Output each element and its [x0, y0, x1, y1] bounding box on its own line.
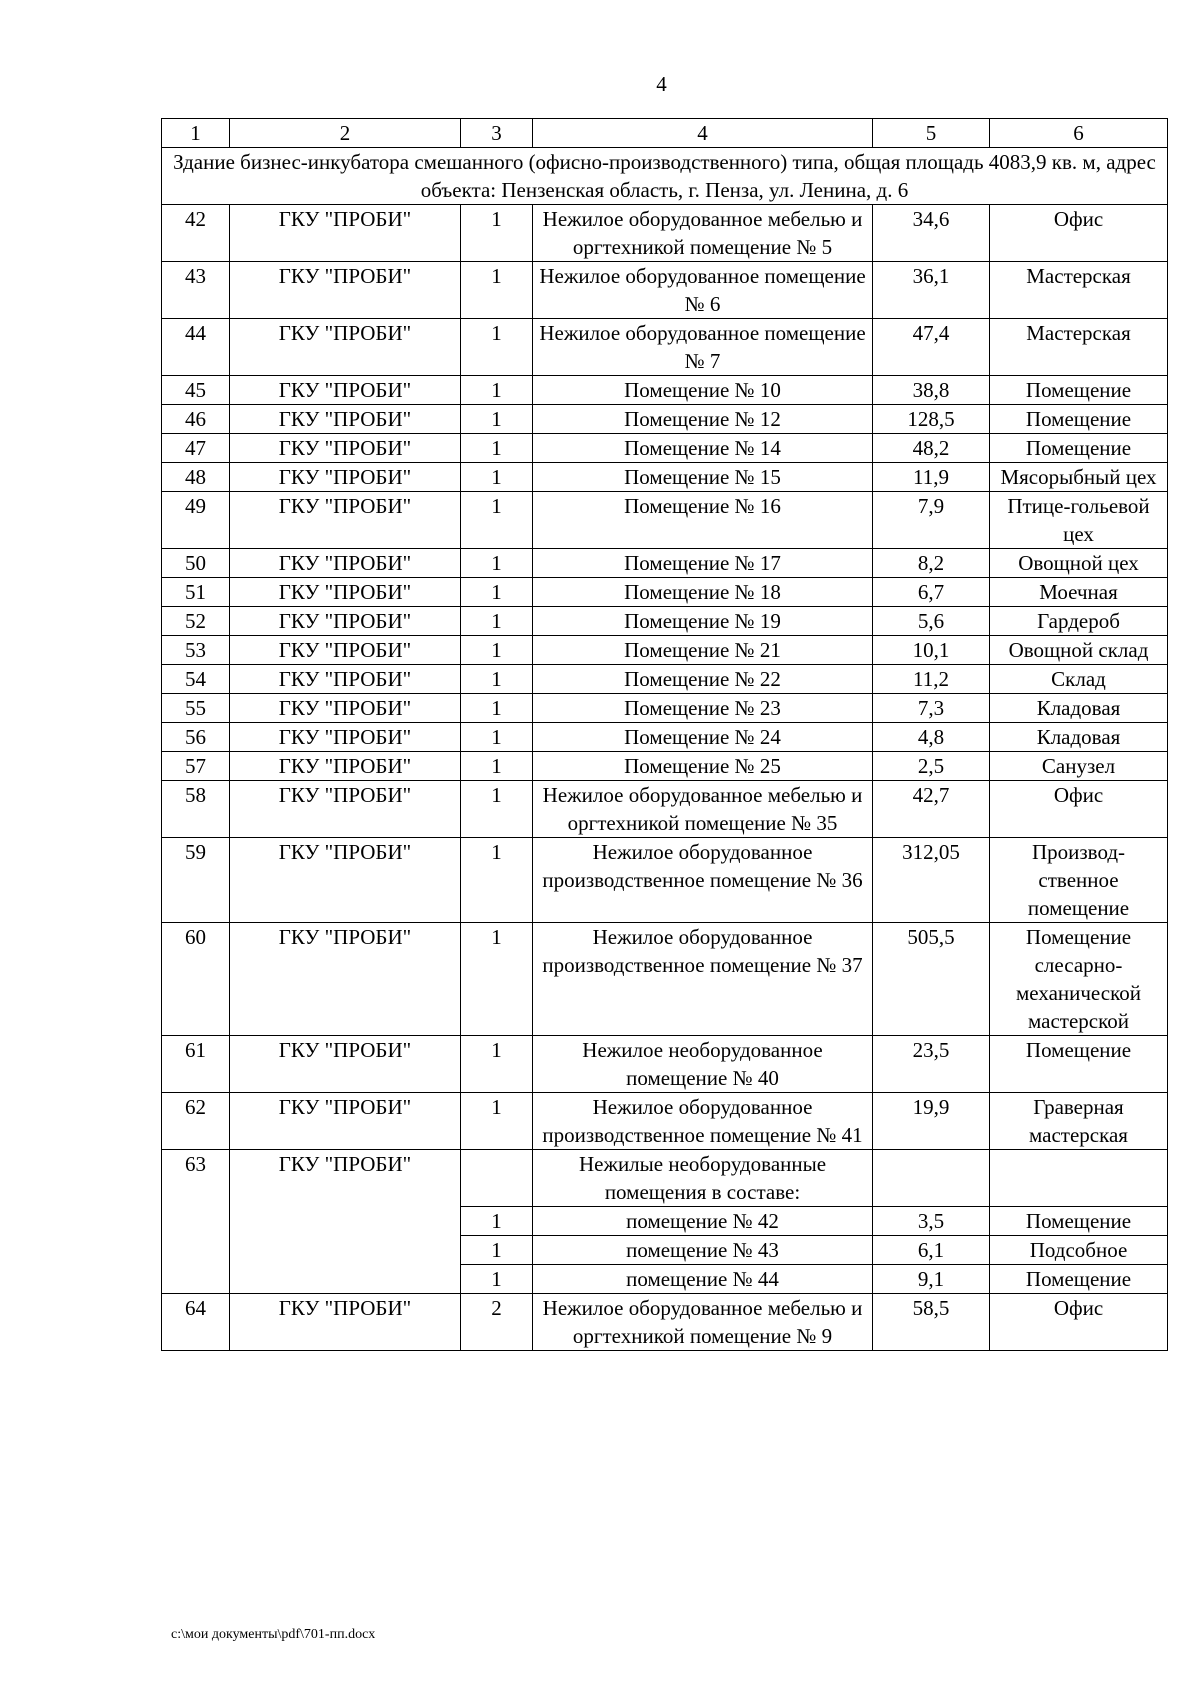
row-number: 64 [162, 1294, 230, 1351]
room-name-cell: Нежилое оборудованное помещение № 7 [533, 319, 873, 376]
purpose-cell: Мясорыбный цех [990, 463, 1168, 492]
area-cell: 128,5 [873, 405, 990, 434]
holder-cell: ГКУ "ПРОБИ" [230, 838, 461, 923]
row-number: 42 [162, 205, 230, 262]
purpose-cell: Помещение [990, 405, 1168, 434]
area-cell: 9,1 [873, 1265, 990, 1294]
floor-cell: 2 [461, 1294, 533, 1351]
holder-cell: ГКУ "ПРОБИ" [230, 463, 461, 492]
area-cell [873, 1150, 990, 1207]
area-cell: 38,8 [873, 376, 990, 405]
purpose-cell: Мастерская [990, 262, 1168, 319]
section-title: Здание бизнес-инкубатора смешанного (офисно-производственного) типа, общая площадь 4083,9 кв. м, адрес объекта: Пензенская область, г. Пенза, ул. Ленина, д. 6 [162, 148, 1168, 205]
holder-cell: ГКУ "ПРОБИ" [230, 1150, 461, 1294]
floor-cell: 1 [461, 549, 533, 578]
area-cell: 47,4 [873, 319, 990, 376]
floor-cell: 1 [461, 694, 533, 723]
header-cell: 4 [533, 119, 873, 148]
area-cell: 11,2 [873, 665, 990, 694]
area-cell: 36,1 [873, 262, 990, 319]
row-number: 56 [162, 723, 230, 752]
purpose-cell: Склад [990, 665, 1168, 694]
footer-file-path: c:\мои документы\pdf\701-пп.docx [171, 1627, 376, 1642]
purpose-cell: Птице-гольевой цех [990, 492, 1168, 549]
row-number: 55 [162, 694, 230, 723]
row-number: 51 [162, 578, 230, 607]
table-row [162, 1093, 1168, 1150]
purpose-cell: Овощной склад [990, 636, 1168, 665]
room-name-cell: Помещение № 18 [533, 578, 873, 607]
room-name-cell: Помещение № 16 [533, 492, 873, 549]
room-name-cell: помещение № 42 [533, 1207, 873, 1236]
purpose-cell: Мастерская [990, 319, 1168, 376]
purpose-cell: Офис [990, 1294, 1168, 1351]
table-row [162, 1036, 1168, 1093]
holder-cell: ГКУ "ПРОБИ" [230, 405, 461, 434]
room-name-cell: Нежилое оборудованное производственное помещение № 41 [533, 1093, 873, 1150]
purpose-cell: Овощной цех [990, 549, 1168, 578]
purpose-cell: Гардероб [990, 607, 1168, 636]
page-number: 4 [656, 72, 667, 96]
holder-cell: ГКУ "ПРОБИ" [230, 752, 461, 781]
floor-cell: 1 [461, 723, 533, 752]
holder-cell: ГКУ "ПРОБИ" [230, 923, 461, 1036]
section-title-row [162, 148, 1168, 205]
table-row [162, 665, 1168, 694]
purpose-cell: Помещение [990, 1207, 1168, 1236]
property-table [161, 118, 1168, 1351]
row-number: 58 [162, 781, 230, 838]
table-row [162, 1150, 1168, 1207]
area-cell: 23,5 [873, 1036, 990, 1093]
area-cell: 48,2 [873, 434, 990, 463]
purpose-cell: Помещение [990, 1036, 1168, 1093]
room-name-cell: Помещение № 23 [533, 694, 873, 723]
header-cell: 5 [873, 119, 990, 148]
room-name-cell: Нежилое оборудованное мебелью и оргтехникой помещение № 35 [533, 781, 873, 838]
table-row [162, 434, 1168, 463]
floor-cell: 1 [461, 752, 533, 781]
room-name-cell: Помещение № 12 [533, 405, 873, 434]
floor-cell [461, 1150, 533, 1207]
table-row [162, 549, 1168, 578]
row-number: 47 [162, 434, 230, 463]
room-name-cell: Нежилое необорудованное помещение № 40 [533, 1036, 873, 1093]
holder-cell: ГКУ "ПРОБИ" [230, 205, 461, 262]
holder-cell: ГКУ "ПРОБИ" [230, 376, 461, 405]
table-row [162, 723, 1168, 752]
area-cell: 2,5 [873, 752, 990, 781]
table-row [162, 752, 1168, 781]
room-name-cell: Помещение № 25 [533, 752, 873, 781]
row-number: 43 [162, 262, 230, 319]
area-cell: 11,9 [873, 463, 990, 492]
floor-cell: 1 [461, 205, 533, 262]
table-row [162, 319, 1168, 376]
area-cell: 6,1 [873, 1236, 990, 1265]
table-row [162, 463, 1168, 492]
floor-cell: 1 [461, 607, 533, 636]
holder-cell: ГКУ "ПРОБИ" [230, 578, 461, 607]
row-number: 60 [162, 923, 230, 1036]
purpose-cell: Производ-ственное помещение [990, 838, 1168, 923]
room-name-cell: Помещение № 10 [533, 376, 873, 405]
floor-cell: 1 [461, 1207, 533, 1236]
area-cell: 42,7 [873, 781, 990, 838]
purpose-cell: Граверная мастерская [990, 1093, 1168, 1150]
room-name-cell: Помещение № 19 [533, 607, 873, 636]
area-cell: 58,5 [873, 1294, 990, 1351]
table-row [162, 636, 1168, 665]
holder-cell: ГКУ "ПРОБИ" [230, 1036, 461, 1093]
area-cell: 8,2 [873, 549, 990, 578]
purpose-cell: Офис [990, 205, 1168, 262]
floor-cell: 1 [461, 492, 533, 549]
table-row [162, 376, 1168, 405]
room-name-cell: Нежилое оборудованное мебелью и оргтехникой помещение № 9 [533, 1294, 873, 1351]
header-cell: 6 [990, 119, 1168, 148]
room-name-cell: Нежилое оборудованное производственное помещение № 36 [533, 838, 873, 923]
floor-cell: 1 [461, 1093, 533, 1150]
area-cell: 7,9 [873, 492, 990, 549]
floor-cell: 1 [461, 781, 533, 838]
row-number: 59 [162, 838, 230, 923]
header-cell: 2 [230, 119, 461, 148]
row-number: 44 [162, 319, 230, 376]
area-cell: 10,1 [873, 636, 990, 665]
header-cell: 3 [461, 119, 533, 148]
floor-cell: 1 [461, 319, 533, 376]
row-number: 52 [162, 607, 230, 636]
purpose-cell [990, 1150, 1168, 1207]
purpose-cell: Помещение слесарно-механической мастерской [990, 923, 1168, 1036]
holder-cell: ГКУ "ПРОБИ" [230, 607, 461, 636]
holder-cell: ГКУ "ПРОБИ" [230, 262, 461, 319]
table-body [162, 119, 1168, 1351]
holder-cell: ГКУ "ПРОБИ" [230, 1093, 461, 1150]
area-cell: 3,5 [873, 1207, 990, 1236]
row-number: 49 [162, 492, 230, 549]
room-name-cell: помещение № 44 [533, 1265, 873, 1294]
room-name-cell: Помещение № 24 [533, 723, 873, 752]
room-name-cell: Нежилое оборудованное помещение № 6 [533, 262, 873, 319]
purpose-cell: Помещение [990, 376, 1168, 405]
room-name-cell: Помещение № 21 [533, 636, 873, 665]
room-name-cell: Помещение № 22 [533, 665, 873, 694]
table-row [162, 1294, 1168, 1351]
area-cell: 5,6 [873, 607, 990, 636]
holder-cell: ГКУ "ПРОБИ" [230, 434, 461, 463]
table-row [162, 578, 1168, 607]
holder-cell: ГКУ "ПРОБИ" [230, 723, 461, 752]
floor-cell: 1 [461, 405, 533, 434]
holder-cell: ГКУ "ПРОБИ" [230, 636, 461, 665]
table-row [162, 405, 1168, 434]
area-cell: 34,6 [873, 205, 990, 262]
table-row [162, 781, 1168, 838]
floor-cell: 1 [461, 376, 533, 405]
floor-cell: 1 [461, 578, 533, 607]
holder-cell: ГКУ "ПРОБИ" [230, 549, 461, 578]
purpose-cell: Подсобное [990, 1236, 1168, 1265]
floor-cell: 1 [461, 636, 533, 665]
area-cell: 4,8 [873, 723, 990, 752]
row-number: 53 [162, 636, 230, 665]
purpose-cell: Кладовая [990, 723, 1168, 752]
area-cell: 312,05 [873, 838, 990, 923]
area-cell: 7,3 [873, 694, 990, 723]
table-row [162, 838, 1168, 923]
header-cell: 1 [162, 119, 230, 148]
table-row [162, 694, 1168, 723]
row-number: 62 [162, 1093, 230, 1150]
area-cell: 19,9 [873, 1093, 990, 1150]
floor-cell: 1 [461, 838, 533, 923]
row-number: 45 [162, 376, 230, 405]
holder-cell: ГКУ "ПРОБИ" [230, 319, 461, 376]
floor-cell: 1 [461, 1265, 533, 1294]
table-row [162, 205, 1168, 262]
holder-cell: ГКУ "ПРОБИ" [230, 665, 461, 694]
holder-cell: ГКУ "ПРОБИ" [230, 1294, 461, 1351]
floor-cell: 1 [461, 665, 533, 694]
table-row [162, 262, 1168, 319]
floor-cell: 1 [461, 434, 533, 463]
room-name-cell: Помещение № 15 [533, 463, 873, 492]
holder-cell: ГКУ "ПРОБИ" [230, 781, 461, 838]
floor-cell: 1 [461, 1036, 533, 1093]
purpose-cell: Офис [990, 781, 1168, 838]
purpose-cell: Помещение [990, 434, 1168, 463]
row-number: 48 [162, 463, 230, 492]
room-name-cell: Помещение № 14 [533, 434, 873, 463]
table-row [162, 923, 1168, 1036]
floor-cell: 1 [461, 1236, 533, 1265]
area-cell: 6,7 [873, 578, 990, 607]
purpose-cell: Кладовая [990, 694, 1168, 723]
purpose-cell: Санузел [990, 752, 1168, 781]
purpose-cell: Моечная [990, 578, 1168, 607]
row-number: 46 [162, 405, 230, 434]
row-number: 54 [162, 665, 230, 694]
floor-cell: 1 [461, 463, 533, 492]
table-row [162, 607, 1168, 636]
room-name-cell: Помещение № 17 [533, 549, 873, 578]
holder-cell: ГКУ "ПРОБИ" [230, 492, 461, 549]
room-name-cell: помещение № 43 [533, 1236, 873, 1265]
floor-cell: 1 [461, 923, 533, 1036]
table-row [162, 492, 1168, 549]
holder-cell: ГКУ "ПРОБИ" [230, 694, 461, 723]
table-header-row [162, 119, 1168, 148]
row-number: 63 [162, 1150, 230, 1294]
row-number: 57 [162, 752, 230, 781]
row-number: 61 [162, 1036, 230, 1093]
purpose-cell: Помещение [990, 1265, 1168, 1294]
room-name-cell: Нежилое оборудованное мебелью и оргтехникой помещение № 5 [533, 205, 873, 262]
floor-cell: 1 [461, 262, 533, 319]
row-number: 50 [162, 549, 230, 578]
room-name-cell: Нежилое оборудованное производственное помещение № 37 [533, 923, 873, 1036]
room-name-cell: Нежилые необорудованные помещения в составе: [533, 1150, 873, 1207]
area-cell: 505,5 [873, 923, 990, 1036]
